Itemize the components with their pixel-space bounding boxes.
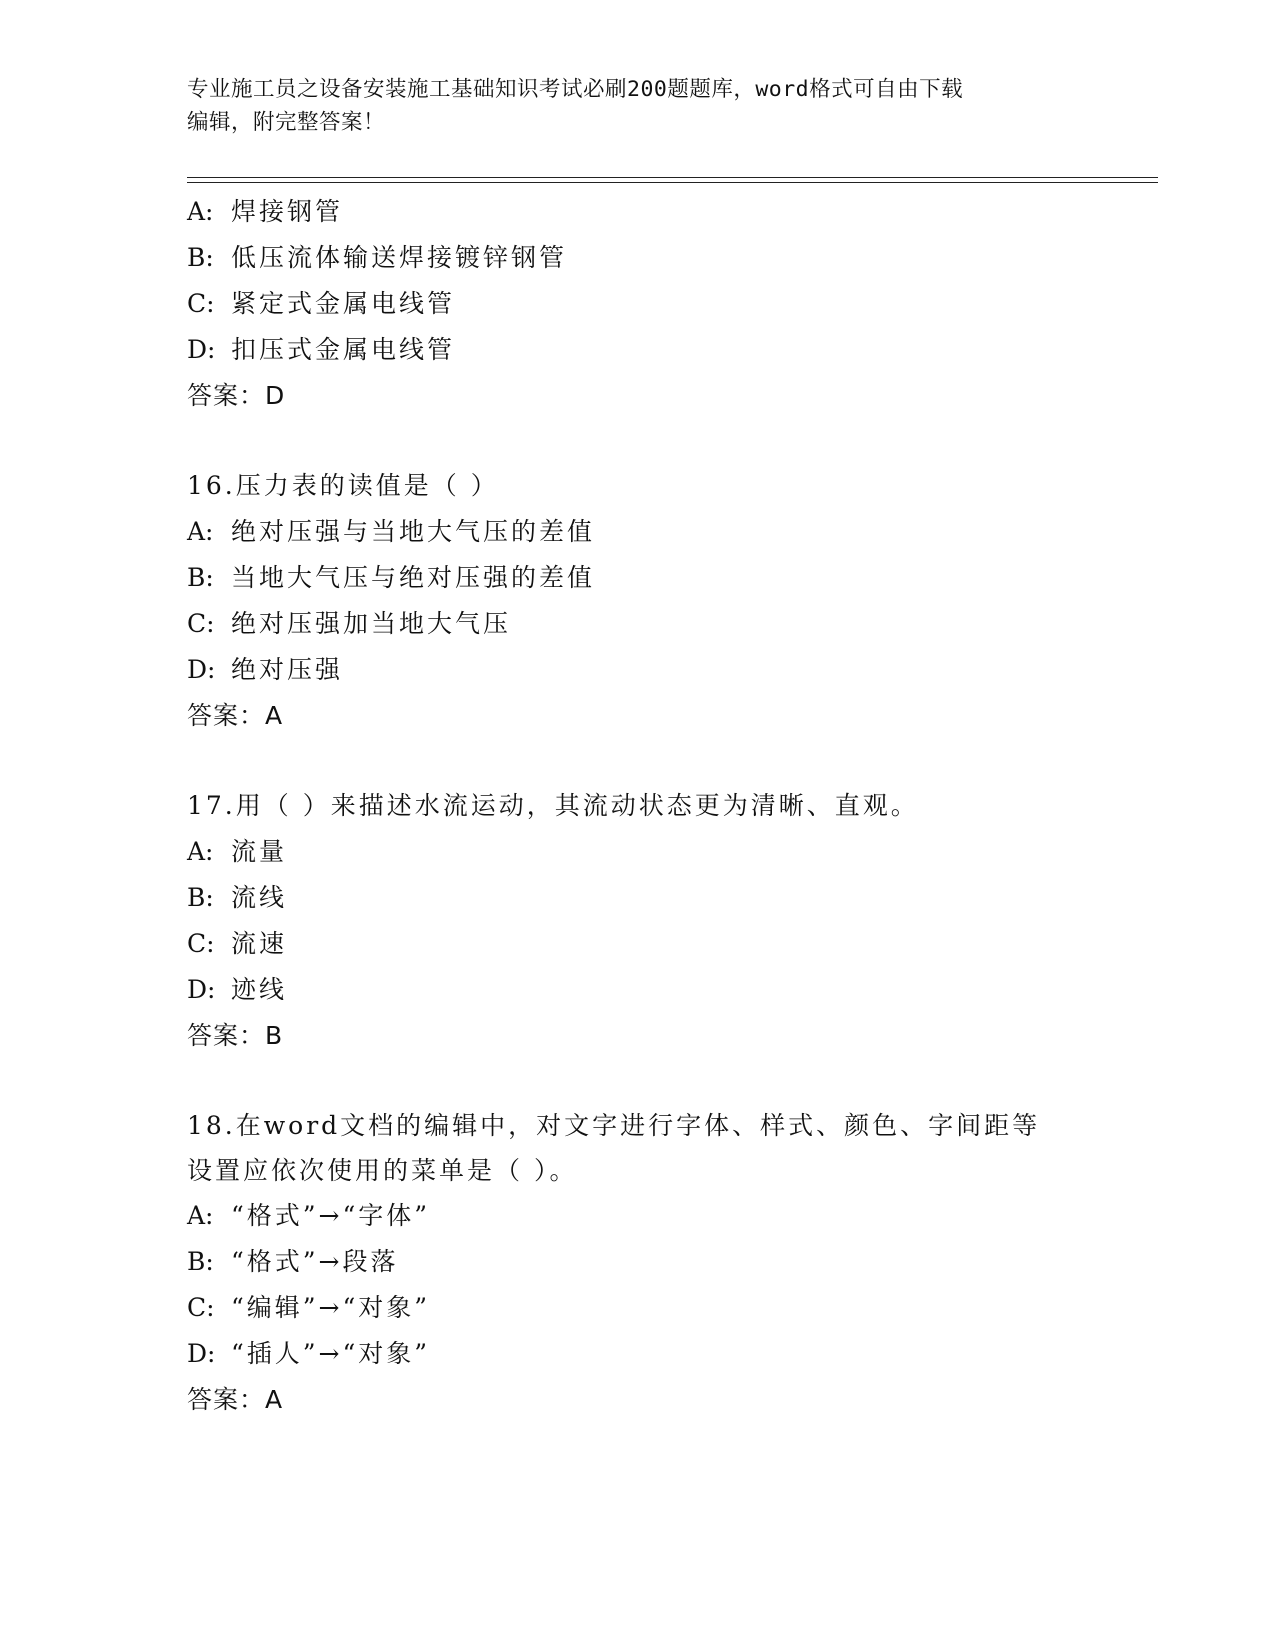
option-d bbox=[187, 967, 1087, 1013]
answer-line: 答案：B bbox=[187, 1021, 284, 1050]
header-line-1: 专业施工员之设备安装施工基础知识考试必刷200题题库，word格式可自由下载 bbox=[187, 77, 964, 102]
option-letter: A: bbox=[187, 1201, 214, 1230]
option-text: “格式”→“字体” bbox=[231, 1201, 431, 1230]
option-text: 流速 bbox=[231, 929, 288, 958]
option-a bbox=[187, 829, 1087, 875]
option-text: “编辑”→“对象” bbox=[231, 1293, 431, 1322]
question-16-block bbox=[187, 463, 1087, 739]
spacer bbox=[187, 419, 1087, 463]
option-letter: D: bbox=[187, 975, 216, 1004]
option-letter: B: bbox=[187, 883, 214, 912]
option-letter: C: bbox=[187, 929, 215, 958]
option-text: 迹线 bbox=[231, 975, 288, 1004]
option-c bbox=[187, 601, 1087, 647]
option-text: 焊接钢管 bbox=[231, 197, 344, 226]
option-b bbox=[187, 1239, 1087, 1285]
option-c bbox=[187, 281, 1087, 327]
answer-line: 答案：A bbox=[187, 701, 284, 730]
option-letter: A: bbox=[187, 197, 214, 226]
question-17-block bbox=[187, 783, 1087, 1059]
option-d bbox=[187, 1331, 1087, 1377]
option-c bbox=[187, 1285, 1087, 1331]
option-text: “插人”→“对象” bbox=[231, 1339, 431, 1368]
question-18-block bbox=[187, 1103, 1087, 1423]
option-b bbox=[187, 875, 1087, 921]
option-text: 流量 bbox=[231, 837, 288, 866]
option-letter: A: bbox=[187, 517, 214, 546]
option-b bbox=[187, 555, 1087, 601]
question-stem-line-2: 设置应依次使用的菜单是（ ）。 bbox=[187, 1156, 578, 1185]
option-text: 绝对压强与当地大气压的差值 bbox=[231, 517, 596, 546]
header-line-2: 编辑，附完整答案！ bbox=[187, 110, 386, 135]
option-text: 扣压式金属电线管 bbox=[231, 335, 456, 364]
option-letter: A: bbox=[187, 837, 214, 866]
option-text: 当地大气压与绝对压强的差值 bbox=[231, 563, 596, 592]
answer-line: 答案：A bbox=[187, 1385, 284, 1414]
question-15-block bbox=[187, 189, 1087, 419]
question-stem: 16.压力表的读值是（ ） bbox=[187, 471, 499, 500]
option-letter: B: bbox=[187, 1247, 214, 1276]
header-double-rule bbox=[187, 177, 1158, 183]
option-text: 绝对压强 bbox=[231, 655, 344, 684]
option-letter: D: bbox=[187, 335, 216, 364]
option-letter: D: bbox=[187, 655, 216, 684]
question-stem: 17.用（ ）来描述水流运动，其流动状态更为清晰、直观。 bbox=[187, 791, 919, 820]
option-a bbox=[187, 1193, 1087, 1239]
option-d bbox=[187, 647, 1087, 693]
question-content bbox=[187, 189, 1087, 1423]
page-header bbox=[187, 73, 1067, 139]
spacer bbox=[187, 739, 1087, 783]
option-b bbox=[187, 235, 1087, 281]
option-text: 流线 bbox=[231, 883, 288, 912]
option-letter: C: bbox=[187, 1293, 215, 1322]
option-text: 低压流体输送焊接镀锌钢管 bbox=[231, 243, 568, 272]
option-d bbox=[187, 327, 1087, 373]
option-letter: B: bbox=[187, 563, 214, 592]
option-text: 绝对压强加当地大气压 bbox=[231, 609, 512, 638]
answer-line: 答案：D bbox=[187, 381, 286, 410]
option-letter: D: bbox=[187, 1339, 216, 1368]
option-letter: C: bbox=[187, 609, 215, 638]
option-text: 紧定式金属电线管 bbox=[231, 289, 456, 318]
option-c bbox=[187, 921, 1087, 967]
question-stem-line-1: 18.在word文档的编辑中，对文字进行字体、样式、颜色、字间距等 bbox=[187, 1111, 1041, 1140]
spacer bbox=[187, 1059, 1087, 1103]
option-text: “格式”→段落 bbox=[231, 1247, 399, 1276]
option-a bbox=[187, 189, 1087, 235]
option-letter: B: bbox=[187, 243, 214, 272]
option-letter: C: bbox=[187, 289, 215, 318]
option-a bbox=[187, 509, 1087, 555]
